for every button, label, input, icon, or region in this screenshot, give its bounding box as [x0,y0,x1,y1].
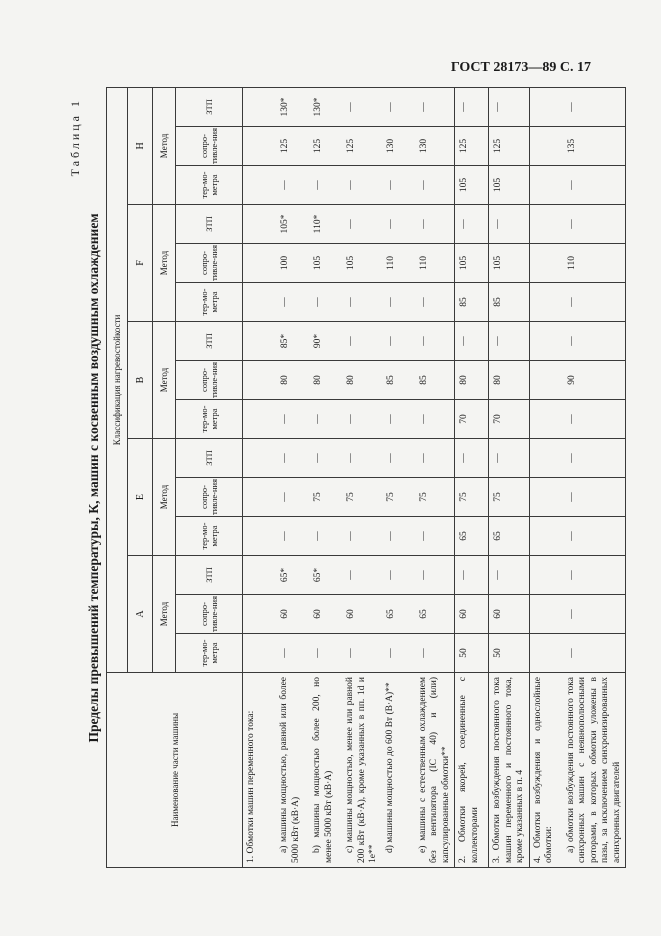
method-header: Метод [153,439,176,556]
value-cell: — [489,439,530,478]
value-cell: 105 [309,244,342,283]
value-cell [529,595,563,634]
value-cell: 110* [309,205,342,244]
value-cell: 105 [455,166,489,205]
method-sub-header: тер-мо-метра [176,517,243,556]
value-cell: 90 [563,361,626,400]
value-cell: 90* [309,322,342,361]
value-cell: — [563,478,626,517]
table-row [309,87,342,867]
method-sub-header: ЗТП [176,322,243,361]
class-header: В [128,322,153,439]
value-cell: — [342,205,382,244]
value-cell: — [276,400,309,439]
method-header: Метод [153,87,176,204]
row-name-cell: 3. Обмотки возбуждения постоянного тока машин переменного и постоянного тока, кроме указанных в п. 4 [489,673,530,868]
value-cell: 80 [276,361,309,400]
value-cell: 80 [489,361,530,400]
value-cell: 85 [489,283,530,322]
value-cell: — [415,400,455,439]
value-cell: — [489,322,530,361]
table-body [243,87,626,867]
value-cell: — [563,400,626,439]
value-cell [529,205,563,244]
value-cell: 105* [276,205,309,244]
value-cell: — [415,556,455,595]
value-cell: — [489,87,530,126]
value-cell [243,595,277,634]
method-sub-header: сопро-тивле-ния [176,595,243,634]
method-sub-header: ЗТП [176,556,243,595]
value-cell: — [489,556,530,595]
value-cell: 125 [489,127,530,166]
value-cell [529,127,563,166]
value-cell: 50 [489,634,530,673]
method-sub-header: сопро-тивле-ния [176,244,243,283]
value-cell: 125 [276,127,309,166]
row-name-cell: b) машины мощностью более 200, но менее 5000 кВт (кВ·А) [309,673,342,868]
method-header: Метод [153,556,176,673]
value-cell: — [415,205,455,244]
value-cell [243,127,277,166]
method-sub-header: тер-мо-метра [176,400,243,439]
method-sub-header: тер-мо-метра [176,283,243,322]
value-cell: 75 [415,478,455,517]
value-cell [529,361,563,400]
value-cell: 125 [309,127,342,166]
value-cell: 70 [455,400,489,439]
value-cell: 60 [455,595,489,634]
value-cell: — [382,517,415,556]
header-part-name: Наименование части машины [107,673,243,868]
value-cell: 65 [415,595,455,634]
value-cell: — [415,322,455,361]
value-cell: — [382,400,415,439]
value-cell: — [563,556,626,595]
value-cell: 65 [489,517,530,556]
value-cell: 110 [563,244,626,283]
value-cell: 65* [309,556,342,595]
method-sub-header: тер-мо-метра [176,166,243,205]
row-name-cell: 4. Обмотки возбуждения и однослойные обмотки: [529,673,563,868]
method-sub-header: ЗТП [176,87,243,126]
value-cell [529,556,563,595]
value-cell: 65 [382,595,415,634]
value-cell: 105 [489,166,530,205]
value-cell: — [382,439,415,478]
value-cell: — [342,283,382,322]
value-cell [243,517,277,556]
rotated-table-block [62,88,622,868]
value-cell [243,400,277,439]
value-cell: — [415,634,455,673]
value-cell: 105 [489,244,530,283]
title-row [62,88,106,868]
value-cell: 110 [382,244,415,283]
value-cell: — [276,634,309,673]
value-cell: — [309,439,342,478]
value-cell: 130* [309,87,342,126]
value-cell [243,244,277,283]
value-cell: 75 [382,478,415,517]
value-cell: 130* [276,87,309,126]
value-cell: 60 [342,595,382,634]
value-cell: — [489,205,530,244]
class-header: F [128,205,153,322]
value-cell: 75 [489,478,530,517]
table-row [455,87,489,867]
value-cell: — [415,517,455,556]
value-cell [243,322,277,361]
value-cell: 75 [309,478,342,517]
value-cell: — [455,205,489,244]
class-header: Н [128,87,153,204]
value-cell [243,87,277,126]
value-cell: — [309,634,342,673]
row-name-cell: а) машины мощностью, равной или более 5000 кВт (кВ·А) [276,673,309,868]
value-cell: 60 [276,595,309,634]
table-row [489,87,530,867]
value-cell: 85 [455,283,489,322]
value-cell: 135 [563,127,626,166]
value-cell [243,361,277,400]
value-cell [529,517,563,556]
value-cell: — [563,87,626,126]
value-cell: — [455,87,489,126]
value-cell: 100 [276,244,309,283]
table-row [382,87,415,867]
value-cell: — [276,517,309,556]
value-cell: — [455,322,489,361]
value-cell: 65 [455,517,489,556]
value-cell [529,322,563,361]
value-cell [243,478,277,517]
value-cell [529,87,563,126]
value-cell: 70 [489,400,530,439]
value-cell: 85 [382,361,415,400]
table-row [276,87,309,867]
value-cell: 80 [342,361,382,400]
row-name-cell: d) машины мощностью до 600 Вт (В·А)** [382,673,415,868]
table-row [342,87,382,867]
value-cell: — [342,634,382,673]
method-sub-header: сопро-тивле-ния [176,361,243,400]
value-cell [529,283,563,322]
table-title: Пределы превышений температуры, К, машин с косвенным воздушным охлаждением [86,213,101,743]
value-cell: 130 [382,127,415,166]
value-cell: 85* [276,322,309,361]
value-cell: — [342,166,382,205]
method-sub-header: сопро-тивле-ния [176,127,243,166]
value-cell: 60 [489,595,530,634]
value-cell [529,244,563,283]
value-cell: 75 [455,478,489,517]
value-cell: — [415,439,455,478]
value-cell [243,634,277,673]
method-header: Метод [153,205,176,322]
value-cell: — [382,322,415,361]
value-cell: 125 [455,127,489,166]
value-cell [529,400,563,439]
value-cell: 65* [276,556,309,595]
value-cell: — [563,517,626,556]
value-cell: — [342,400,382,439]
value-cell: — [342,322,382,361]
value-cell: 130 [415,127,455,166]
value-cell: — [276,166,309,205]
table-row [529,87,563,867]
value-cell: — [455,439,489,478]
value-cell: — [563,634,626,673]
value-cell: 60 [309,595,342,634]
value-cell: — [382,166,415,205]
value-cell: — [309,283,342,322]
value-cell: — [563,205,626,244]
value-cell [529,634,563,673]
table-caption: Таблица 1 [68,98,82,177]
method-header: Метод [153,322,176,439]
value-cell: — [342,517,382,556]
class-header: Е [128,439,153,556]
value-cell: 105 [455,244,489,283]
value-cell: — [563,283,626,322]
value-cell: 50 [455,634,489,673]
value-cell [243,166,277,205]
value-cell: — [455,556,489,595]
value-cell: 105 [342,244,382,283]
value-cell: 80 [455,361,489,400]
method-sub-header: ЗТП [176,439,243,478]
method-sub-header: ЗТП [176,205,243,244]
value-cell: — [276,478,309,517]
value-cell: — [415,87,455,126]
value-cell: — [563,322,626,361]
row-name-cell: c) машины мощностью, менее или равной 200 кВт (кВ·А), кроме указанных в пп. 1d и 1e** [342,673,382,868]
value-cell [243,556,277,595]
value-cell: — [382,205,415,244]
value-cell: — [276,283,309,322]
value-cell: — [415,283,455,322]
table-row [243,87,277,867]
value-cell: — [382,556,415,595]
value-cell [243,439,277,478]
value-cell [529,439,563,478]
row-name-cell: 2. Обмотки якорей, соединенные с коллекторами [455,673,489,868]
value-cell: — [309,166,342,205]
value-cell: — [309,400,342,439]
method-sub-header: тер-мо-метра [176,634,243,673]
value-cell [529,478,563,517]
value-cell: — [382,634,415,673]
value-cell: 80 [309,361,342,400]
value-cell: — [342,556,382,595]
value-cell [243,283,277,322]
value-cell: — [276,439,309,478]
value-cell [529,166,563,205]
value-cell: — [563,166,626,205]
value-cell: — [342,439,382,478]
value-cell: 110 [415,244,455,283]
value-cell: — [382,283,415,322]
value-cell: — [382,87,415,126]
value-cell [243,205,277,244]
table-row [563,87,626,867]
class-header: А [128,556,153,673]
value-cell: 85 [415,361,455,400]
row-name-cell: 1. Обмотки машин переменного тока: [243,673,277,868]
row-name-cell: а) обмотки возбуждения постоянного тока синхронных машин с неявнополюсными роторами, в которых обмотки уложены в пазы, за исключением синхронизированных асинхронных двигателей [563,673,626,868]
temperature-limits-table [106,87,626,868]
value-cell: — [563,439,626,478]
value-cell: 75 [342,478,382,517]
value-cell: — [342,87,382,126]
value-cell: 125 [342,127,382,166]
row-name-cell: e) машины с естественным охлаждением без вентилятора (IC 40) и (или) капсулированные обмотки** [415,673,455,868]
value-cell: — [415,166,455,205]
header-classification: Классификация нагревостойкости [107,87,128,672]
value-cell: — [309,517,342,556]
method-sub-header: сопро-тивле-ния [176,478,243,517]
page-header: ГОСТ 28173—89 С. 17 [450,60,591,75]
value-cell: — [563,595,626,634]
table-row [415,87,455,867]
